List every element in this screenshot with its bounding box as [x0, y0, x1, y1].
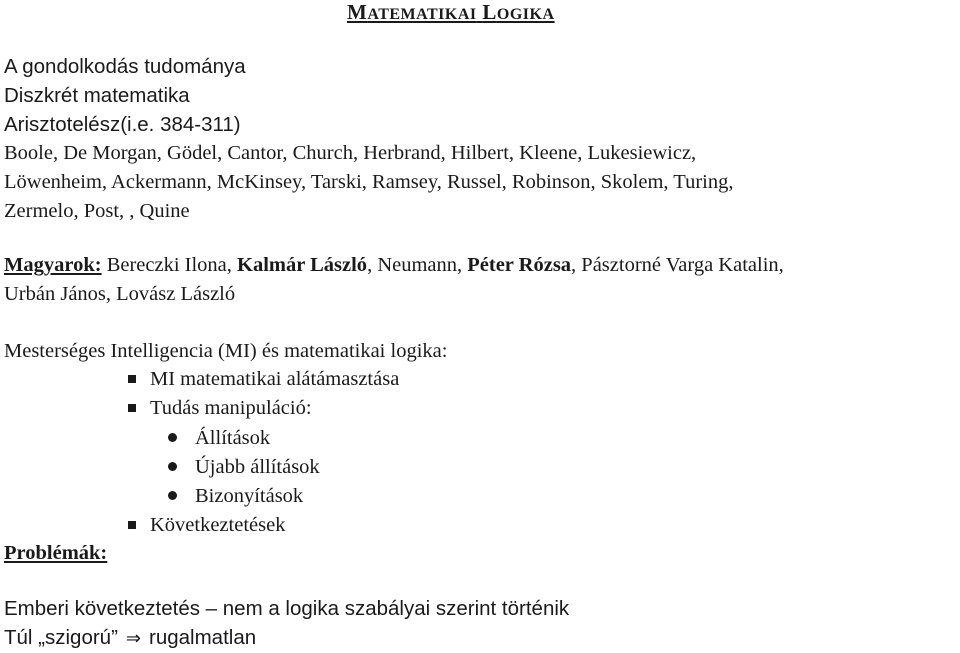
names-line-1: Boole, De Morgan, Gödel, Cantor, Church, Herbrand, Hilbert, Kleene, Lukesiewicz, — [4, 142, 697, 164]
intro-line-1: A gondolkodás tudománya — [4, 55, 246, 78]
ai-heading: Mesterséges Intelligencia (MI) és matematikai logika: — [4, 340, 448, 362]
ai-item-2: Tudás manipuláció: — [128, 397, 312, 420]
ai-subitem-2: Újabb állítások — [168, 456, 320, 479]
round-bullet-icon — [168, 462, 177, 471]
round-bullet-icon — [168, 491, 177, 500]
hungarians-line-2: Urbán János, Lovász László — [4, 283, 236, 305]
round-bullet-icon — [168, 433, 177, 442]
ai-item-3: Következtetések — [128, 514, 285, 537]
implies-arrow-icon: ⇒ — [125, 628, 142, 649]
square-bullet-icon — [128, 521, 136, 529]
intro-line-2: Diszkrét matematika — [4, 84, 190, 107]
hungarians-label: Magyarok: — [4, 254, 102, 276]
page-title: MATEMATIKAI LOGIKA — [347, 0, 555, 24]
intro-line-3: Arisztotelész(i.e. 384-311) — [4, 113, 241, 136]
square-bullet-icon — [128, 375, 136, 383]
hungarians-line-1: Magyarok: Bereczki Ilona, Kalmár László, Neumann, Péter Rózsa, Pásztorné Varga Katalin, — [4, 254, 784, 276]
problems-line-1: Emberi következtetés – nem a logika szabályai szerint történik — [4, 597, 570, 620]
ai-item-1: MI matematikai alátámasztása — [128, 368, 399, 391]
ai-subitem-1: Állítások — [168, 427, 270, 450]
square-bullet-icon — [128, 404, 136, 412]
names-line-2: Löwenheim, Ackermann, McKinsey, Tarski, Ramsey, Russel, Robinson, Skolem, Turing, — [4, 171, 734, 193]
names-line-3: Zermelo, Post, , Quine — [4, 200, 190, 222]
ai-subitem-3: Bizonyítások — [168, 485, 303, 508]
problems-label: Problémák: — [4, 542, 108, 564]
problems-line-2: Túl „szigorú” ⇒ rugalmatlan — [4, 626, 257, 649]
